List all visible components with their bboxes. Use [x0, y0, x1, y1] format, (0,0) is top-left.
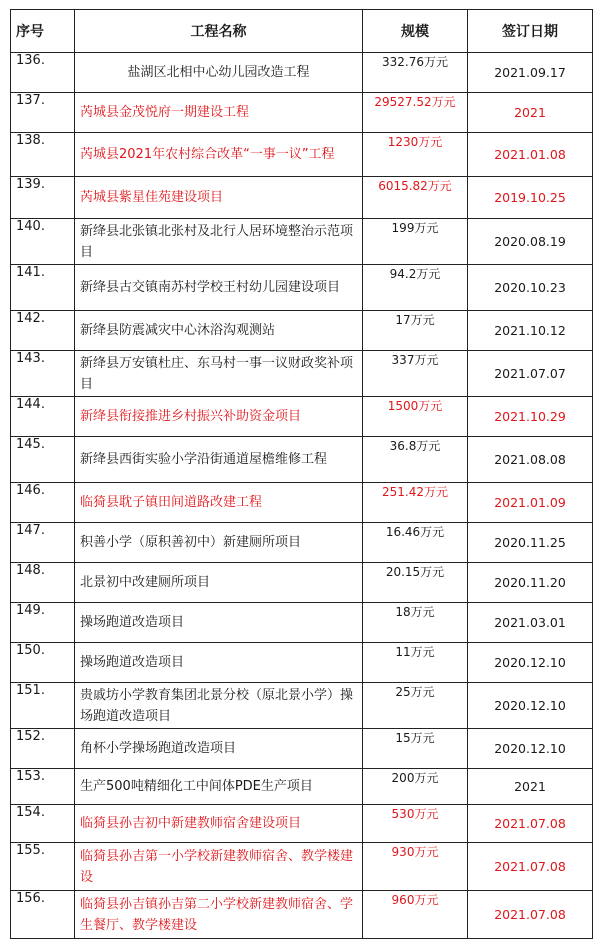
row-serial-number: 154.: [11, 805, 75, 843]
header-sign-date: 签订日期: [468, 10, 593, 53]
row-scale: 251.42万元: [363, 483, 468, 523]
row-serial-number: 136.: [11, 53, 75, 93]
row-scale: 199万元: [363, 219, 468, 265]
table-row: [11, 219, 593, 265]
table-row: [11, 53, 593, 93]
row-sign-date: 2021: [468, 769, 593, 805]
row-scale: 18万元: [363, 603, 468, 643]
row-sign-date: 2021.07.08: [468, 843, 593, 891]
header-serial-number: 序号: [11, 10, 75, 53]
row-sign-date: 2021: [468, 93, 593, 133]
row-sign-date: 2020.08.19: [468, 219, 593, 265]
row-project-name: 新绛县防震减灾中心沐浴沟观测站: [75, 311, 363, 351]
row-sign-date: 2021.08.08: [468, 437, 593, 483]
row-scale: 16.46万元: [363, 523, 468, 563]
row-serial-number: 151.: [11, 683, 75, 729]
row-serial-number: 155.: [11, 843, 75, 891]
row-sign-date: 2020.12.10: [468, 729, 593, 769]
table-row: [11, 93, 593, 133]
table-row: [11, 769, 593, 805]
row-sign-date: 2021.07.08: [468, 805, 593, 843]
row-serial-number: 137.: [11, 93, 75, 133]
table-row: [11, 603, 593, 643]
row-sign-date: 2020.11.25: [468, 523, 593, 563]
row-serial-number: 153.: [11, 769, 75, 805]
row-serial-number: 145.: [11, 437, 75, 483]
row-project-name: 新绛县古交镇南苏村学校王村幼儿园建设项目: [75, 265, 363, 311]
table-row: [11, 133, 593, 177]
row-project-name: 操场跑道改造项目: [75, 643, 363, 683]
row-serial-number: 149.: [11, 603, 75, 643]
row-scale: 6015.82万元: [363, 177, 468, 219]
table-row: [11, 351, 593, 397]
row-sign-date: 2021.09.17: [468, 53, 593, 93]
row-project-name: 新绛县北张镇北张村及北行人居环境整治示范项目: [75, 219, 363, 265]
row-serial-number: 142.: [11, 311, 75, 351]
row-scale: 337万元: [363, 351, 468, 397]
table-row: [11, 483, 593, 523]
row-serial-number: 152.: [11, 729, 75, 769]
row-scale: 94.2万元: [363, 265, 468, 311]
header-project-name: 工程名称: [75, 10, 363, 53]
row-serial-number: 140.: [11, 219, 75, 265]
row-serial-number: 143.: [11, 351, 75, 397]
row-sign-date: 2019.10.25: [468, 177, 593, 219]
header-scale: 规模: [363, 10, 468, 53]
table-row: [11, 265, 593, 311]
row-serial-number: 148.: [11, 563, 75, 603]
table-row: [11, 729, 593, 769]
table-body: [11, 53, 593, 939]
table-row: [11, 805, 593, 843]
table-row: [11, 563, 593, 603]
table-row: [11, 523, 593, 563]
row-project-name: 临猗县孙吉初中新建教师宿舍建设项目: [75, 805, 363, 843]
row-sign-date: 2020.12.10: [468, 683, 593, 729]
row-sign-date: 2020.12.10: [468, 643, 593, 683]
row-serial-number: 141.: [11, 265, 75, 311]
row-serial-number: 147.: [11, 523, 75, 563]
row-serial-number: 146.: [11, 483, 75, 523]
row-project-name: 生产500吨精细化工中间体PDE生产项目: [75, 769, 363, 805]
row-project-name: 临猗县耽子镇田间道路改建工程: [75, 483, 363, 523]
row-sign-date: 2021.10.12: [468, 311, 593, 351]
row-sign-date: 2021.10.29: [468, 397, 593, 437]
table-header-row: [11, 10, 593, 53]
row-project-name: 芮城县紫星佳苑建设项目: [75, 177, 363, 219]
row-scale: 36.8万元: [363, 437, 468, 483]
row-scale: 15万元: [363, 729, 468, 769]
table-row: [11, 643, 593, 683]
row-sign-date: 2021.01.09: [468, 483, 593, 523]
row-scale: 25万元: [363, 683, 468, 729]
row-scale: 29527.52万元: [363, 93, 468, 133]
row-project-name: 角杯小学操场跑道改造项目: [75, 729, 363, 769]
row-project-name: 盐湖区北相中心幼儿园改造工程: [75, 53, 363, 93]
table-row: [11, 177, 593, 219]
row-sign-date: 2021.07.08: [468, 891, 593, 939]
row-scale: 1500万元: [363, 397, 468, 437]
row-sign-date: 2021.01.08: [468, 133, 593, 177]
table-row: [11, 683, 593, 729]
row-serial-number: 139.: [11, 177, 75, 219]
row-serial-number: 138.: [11, 133, 75, 177]
table-row: [11, 843, 593, 891]
row-project-name: 芮城县金茂悦府一期建设工程: [75, 93, 363, 133]
row-scale: 20.15万元: [363, 563, 468, 603]
table-row: [11, 891, 593, 939]
table-row: [11, 437, 593, 483]
row-scale: 11万元: [363, 643, 468, 683]
row-project-name: 北景初中改建厕所项目: [75, 563, 363, 603]
row-project-name: 新绛县衔接推进乡村振兴补助资金项目: [75, 397, 363, 437]
row-scale: 332.76万元: [363, 53, 468, 93]
row-scale: 530万元: [363, 805, 468, 843]
row-scale: 930万元: [363, 843, 468, 891]
row-scale: 17万元: [363, 311, 468, 351]
row-scale: 1230万元: [363, 133, 468, 177]
row-serial-number: 150.: [11, 643, 75, 683]
row-project-name: 操场跑道改造项目: [75, 603, 363, 643]
row-scale: 200万元: [363, 769, 468, 805]
row-project-name: 积善小学（原积善初中）新建厕所项目: [75, 523, 363, 563]
row-sign-date: 2021.07.07: [468, 351, 593, 397]
row-sign-date: 2020.10.23: [468, 265, 593, 311]
row-scale: 960万元: [363, 891, 468, 939]
table-row: [11, 397, 593, 437]
row-project-name: 新绛县万安镇杜庄、东马村一事一议财政奖补项目: [75, 351, 363, 397]
row-project-name: 临猗县孙吉第一小学校新建教师宿舍、教学楼建设: [75, 843, 363, 891]
row-project-name: 临猗县孙吉镇孙吉第二小学校新建教师宿舍、学生餐厅、教学楼建设: [75, 891, 363, 939]
table-row: [11, 311, 593, 351]
row-sign-date: 2020.11.20: [468, 563, 593, 603]
row-serial-number: 144.: [11, 397, 75, 437]
row-serial-number: 156.: [11, 891, 75, 939]
row-sign-date: 2021.03.01: [468, 603, 593, 643]
row-project-name: 贵戚坊小学教育集团北景分校（原北景小学）操场跑道改造项目: [75, 683, 363, 729]
row-project-name: 芮城县2021年农村综合改革“一事一议”工程: [75, 133, 363, 177]
row-project-name: 新绛县西街实验小学沿街通道屋檐维修工程: [75, 437, 363, 483]
project-table: [10, 9, 593, 939]
